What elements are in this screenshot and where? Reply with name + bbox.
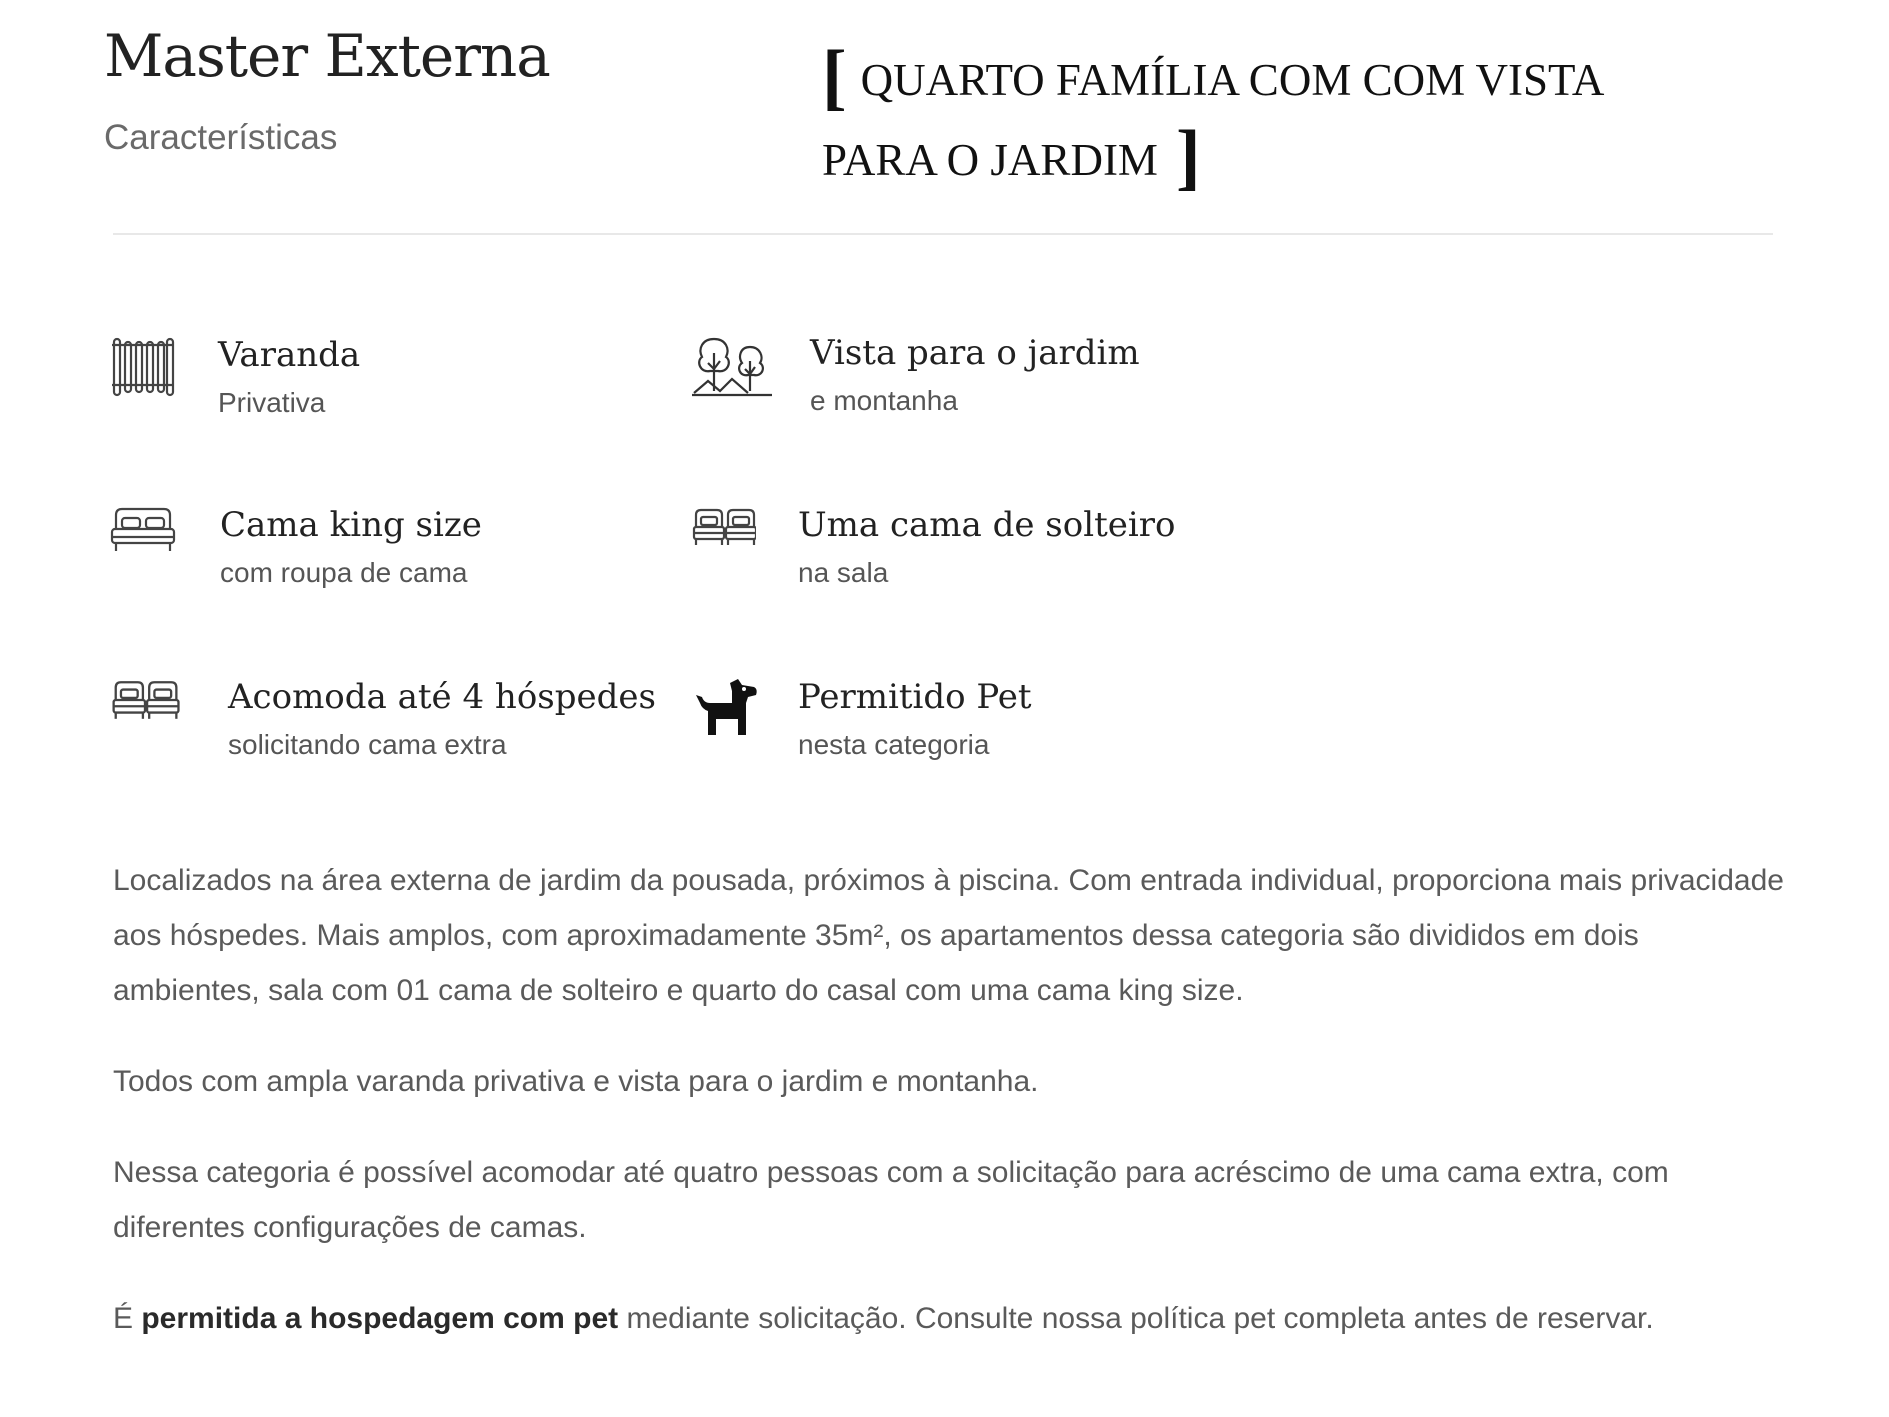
feature-subtitle: e montanha — [810, 385, 958, 416]
feature-subtitle: Privativa — [218, 387, 326, 418]
pet-policy-prefix: É — [113, 1302, 142, 1335]
room-category-heading — [822, 36, 1682, 200]
feature-title: Cama king size — [220, 505, 482, 545]
bracket-close: ] — [1175, 116, 1201, 198]
pet-policy-text: mediante solicitação. Consulte nossa política pet completa antes de reservar. — [618, 1302, 1654, 1335]
description-paragraph: Nessa categoria é possível acomodar até quatro pessoas com a solicitação para acréscimo de uma cama extra, com diferentes configurações de camas. — [113, 1156, 1669, 1244]
feature-subtitle: nesta categoria — [798, 729, 990, 760]
dog-icon — [692, 677, 762, 743]
feature-title: Uma cama de solteiro — [798, 505, 1176, 545]
feature-title: Vista para o jardim — [810, 333, 1140, 373]
bed-icon — [110, 505, 176, 555]
page-subtitle: Características — [104, 118, 338, 157]
feature-title: Varanda — [218, 335, 361, 375]
room-description — [113, 853, 1793, 1382]
page-title: Master Externa — [104, 22, 550, 90]
description-paragraph-pet — [113, 1291, 1793, 1346]
pet-policy-emphasis: permitida a hospedagem com pet — [141, 1302, 619, 1335]
two-beds-icon — [110, 677, 180, 723]
room-category-label: QUARTO FAMÍLIA COM COM VISTA PARA O JARDIM — [822, 55, 1602, 185]
description-paragraph: Localizados na área externa de jardim da pousada, próximos à piscina. Com entrada individual, proporciona mais privacidade aos hóspedes. Mais amplos, com aproximadamente 35m², os apartamentos dessa categoria são divididos em dois ambientes, sala com 01 cama de solteiro e quarto do casal com uma cama king size. — [113, 864, 1784, 1007]
divider — [113, 233, 1773, 235]
feature-title: Acomoda até 4 hóspedes — [228, 677, 656, 717]
bracket-open: [ — [822, 36, 847, 118]
feature-subtitle: solicitando cama extra — [228, 729, 507, 760]
two-beds-icon — [692, 505, 756, 549]
description-paragraph: Todos com ampla varanda privativa e vista para o jardim e montanha. — [113, 1065, 1039, 1098]
trees-icon — [692, 333, 772, 399]
feature-subtitle: na sala — [798, 557, 889, 588]
feature-title: Permitido Pet — [798, 677, 1032, 717]
balcony-railing-icon — [110, 335, 176, 399]
feature-subtitle: com roupa de cama — [220, 557, 468, 588]
